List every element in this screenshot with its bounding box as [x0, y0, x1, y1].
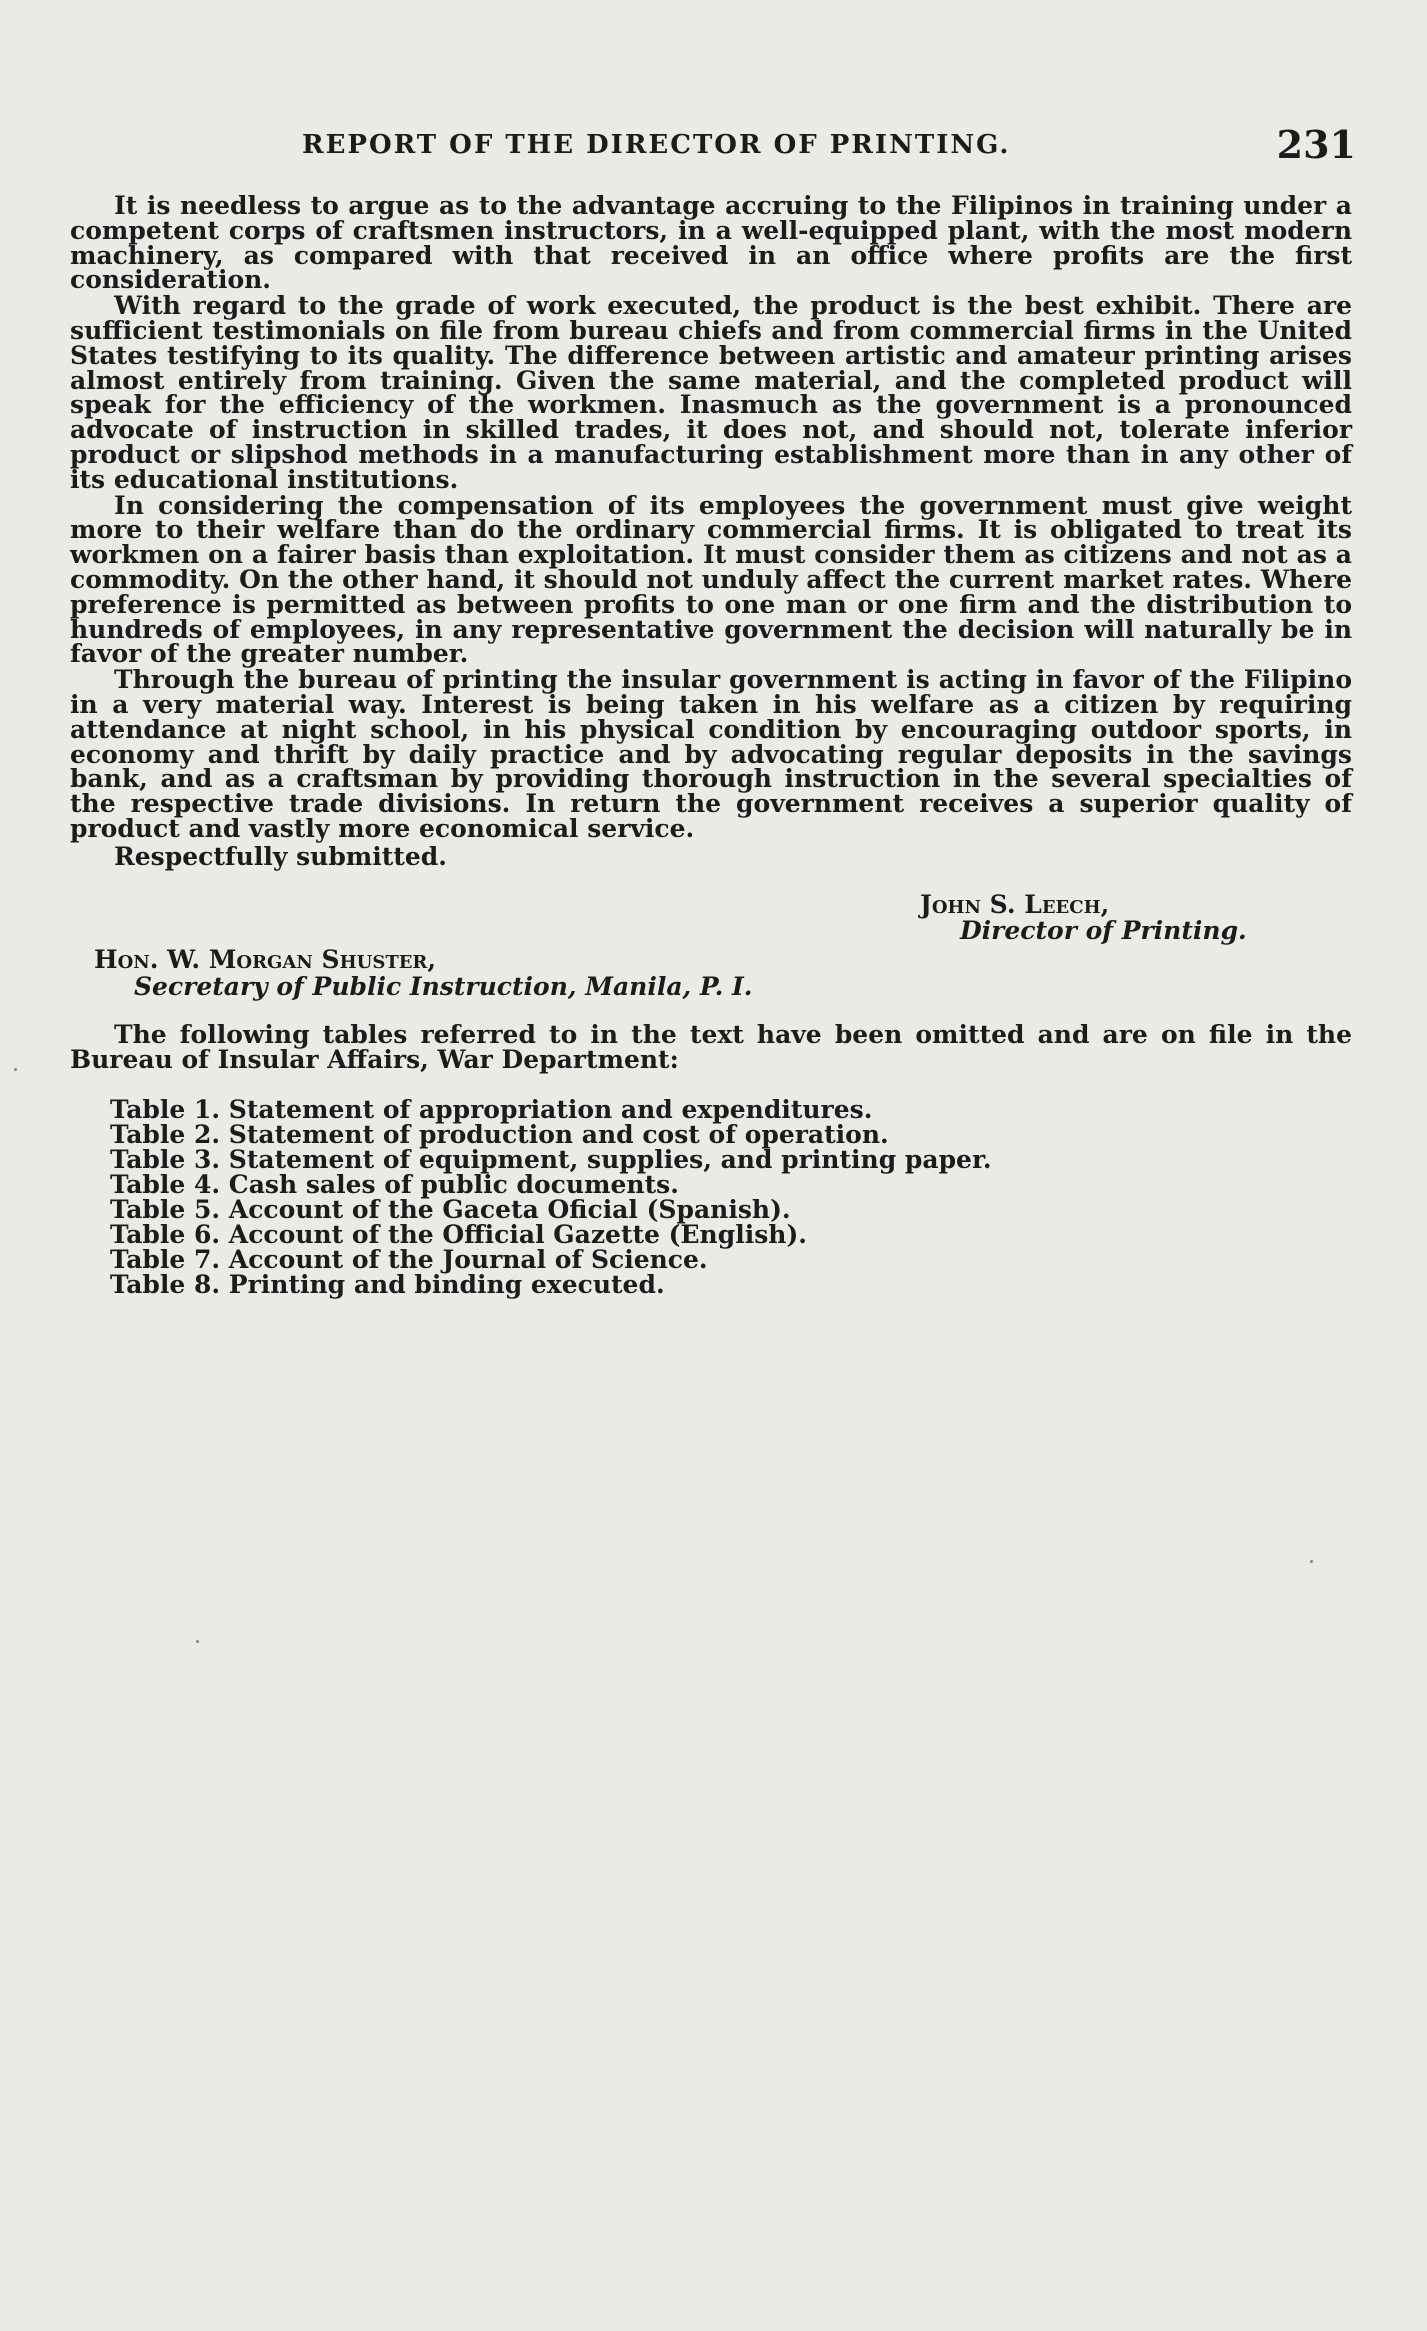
paragraph-compensation: In considering the compensation of its employees the government must give weight more to their welfare than do the ordinary commercial firms. It is obligated to treat its workmen on a fairer basis than exploitation. It must consider them as citizens and not as a commodity. On the other hand, it should not unduly affect the current market rates. Where preference is permitted as between profits to one man or one firm and the distribution to hundreds of employees, in any representative government the decision will naturally be in favor of the greater number.	[70, 490, 1352, 669]
addressee-block	[94, 946, 1352, 1000]
closing-line: Respectfully submitted.	[114, 841, 447, 871]
page-number: 231	[1276, 122, 1356, 167]
signatory-title: Director of Printing.	[960, 915, 1247, 945]
paragraph-training: It is needless to argue as to the advantage accruing to the Filipinos in training under a competent corps of craftsmen instructors, in a well-equipped plant, with the most modern machinery, as compared with that received in an office where profits are the first consideration.	[70, 191, 1352, 295]
paper-speck	[14, 1068, 17, 1071]
list-item: Table 6. Account of the Official Gazette (English).	[110, 1219, 807, 1249]
list-item: Table 2. Statement of production and cost of operation.	[110, 1119, 889, 1149]
list-item: Table 4. Cash sales of public documents.	[110, 1169, 679, 1199]
omitted-tables-list	[110, 1094, 1352, 1299]
paper-speck	[196, 1640, 199, 1643]
list-item: Table 8. Printing and binding executed.	[110, 1269, 665, 1299]
paragraph-quality: With regard to the grade of work executed, the product is the best exhibit. There are sufficient testimonials on file from bureau chiefs and from commercial firms in the United States testifying to its quality. The difference between artistic and amateur printing arises almost entirely from training. Given the same material, and the completed product will speak for the efficiency of the workmen. Inasmuch as the government is a pronounced advocate of instruction in skilled trades, it does not, and should not, tolerate inferior product or slipshod methods in a manufacturing establishment more than in any other of its educational institutions.	[70, 291, 1352, 494]
report-body	[70, 191, 1352, 843]
list-item: Table 5. Account of the Gaceta Oficial (Spanish).	[110, 1194, 791, 1224]
list-item: Table 7. Account of the Journal of Science.	[110, 1244, 708, 1274]
paper-speck	[1310, 1560, 1313, 1563]
signatory-name: John S. Leech,	[920, 889, 1110, 919]
addressee-title: Secretary of Public Instruction, Manila, P. I.	[134, 971, 753, 1001]
signature-block	[920, 889, 1352, 945]
paragraph-government: Through the bureau of printing the insular government is acting in favor of the Filipino in a very material way. Interest is being taken in his welfare as a citizen by requiring attendance at night school, in his physical condition by encouraging outdoor sports, in economy and thrift by daily practice and by advocating regular deposits in the savings bank, and as a craftsman by providing thorough instruction in the several specialties of the respective trade divisions. In return the government receives a superior quality of product and vastly more economical service.	[70, 665, 1352, 843]
addressee-name: Hon. W. Morgan Shuster,	[94, 944, 437, 974]
list-item: Table 1. Statement of appropriation and expenditures.	[110, 1094, 873, 1124]
page-header	[70, 122, 1356, 178]
omitted-tables-note: The following tables referred to in the text have been omitted and are on file in the Bureau of Insular Affairs, War Department:	[70, 1019, 1352, 1074]
list-item: Table 3. Statement of equipment, supplies, and printing paper.	[110, 1144, 992, 1174]
document-page	[70, 122, 1356, 1299]
running-title: REPORT OF THE DIRECTOR OF PRINTING.	[302, 130, 1011, 160]
